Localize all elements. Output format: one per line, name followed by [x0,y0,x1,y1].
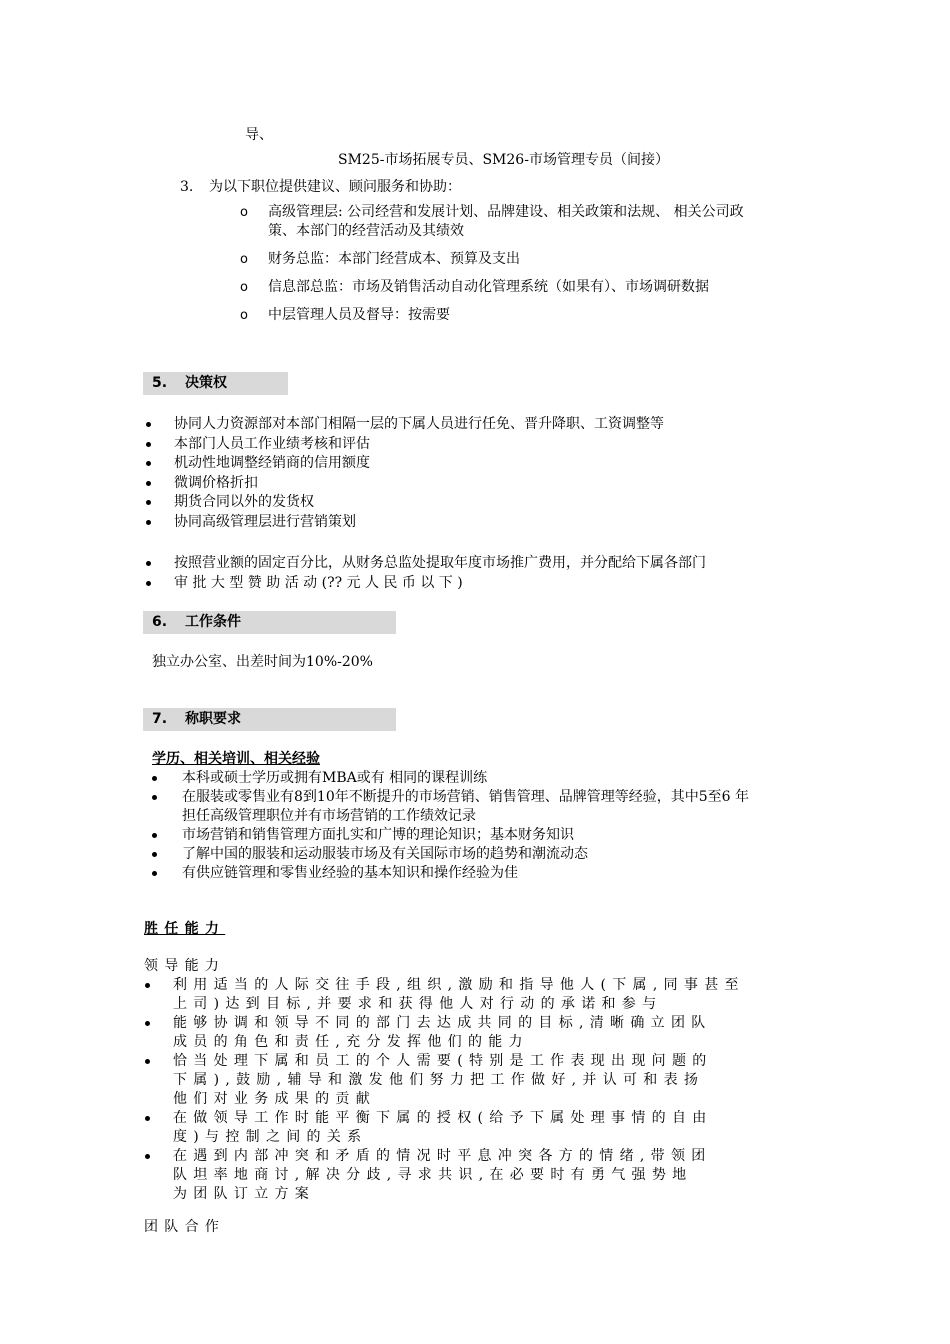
list-item: 在做领导工作时能平衡下属的授权(给予下属处理事情的自由 度)与控制之间的关系 [173,1109,745,1147]
list-item: 有供应链管理和零售业经验的基本知识和操作经验为佳 [182,864,749,883]
list-item: 机动性地调整经销商的信用额度 [174,454,664,474]
list-item: 市场营销和销售管理方面扎实和广博的理论知识；基本财务知识 [182,826,749,845]
decision-rights-list-2 [174,554,706,593]
leadership-title: 领导能力 [144,958,226,974]
list-item: 在遇到内部冲突和矛盾的情况时平息冲突各方的情绪,带领团 队坦率地商讨,解决分歧,寻求共识,在必要时有勇气强势地 为团队订立方案 [173,1147,745,1204]
qualification-list [182,769,749,883]
subordinate-positions-line: SM25-市场拓展专员、SM26-市场管理专员（间接） [338,152,669,168]
advisory-item: o 中层管理人员及督导：按需要 [240,307,450,323]
leadership-list [173,976,745,1204]
section-6-header: 6. 工作条件 [143,611,396,634]
work-conditions-text: 独立办公室、出差时间为10%-20% [152,654,373,670]
list-item: 按照营业额的固定百分比，从财务总监处提取年度市场推广费用，并分配给下属各部门 [174,554,706,574]
o-bullet-icon: o [240,280,248,295]
list-item: 协同人力资源部对本部门相隔一层的下属人员进行任免、晋升降职、工资调整等 [174,415,664,435]
competency-title: 胜任能力 [144,921,226,937]
list-item: 在服装或零售业有8到10年不断提升的市场营销、销售管理、品牌管理等经验，其中5至6 年 担任高级管理职位并有市场营销的工作绩效记录 [182,789,749,824]
decision-rights-list [174,415,664,532]
fragment-text: 导、 [245,127,273,143]
education-subtitle: 学历、相关培训、相关经验 [152,751,320,767]
list-item: 审 批 大 型 赞 助 活 动 (?? 元 人 民 币 以 下 ) [174,574,706,594]
o-bullet-icon: o [240,308,248,323]
list-item: 了解中国的服装和运动服装市场及有关国际市场的趋势和潮流动态 [182,845,749,864]
list-item: 期货合同以外的发货权 [174,493,664,513]
list-item: 本科或硕士学历或拥有MBA或有 相同的课程训练 [182,769,749,788]
advisory-item: o 财务总监：本部门经营成本、预算及支出 [240,251,520,267]
list-item: 本部门人员工作业绩考核和评估 [174,435,664,455]
advisory-item: o 高级管理层: 公司经营和发展计划、品牌建设、相关政策和法规、 相关公司政 策、本部门的经营活动及其绩效 [240,204,744,239]
list-item: 微调价格折扣 [174,474,664,494]
item-3-text: 为以下职位提供建议、顾问服务和协助： [209,179,461,195]
section-5-header: 5. 决策权 [143,372,288,395]
list-item: 能够协调和领导不同的部门去达成共同的目标,清晰确立团队 成员的角色和责任,充分发挥他们的能力 [173,1014,745,1052]
section-7-header: 7. 称职要求 [143,708,396,731]
o-bullet-icon: o [240,252,248,267]
item-3-number: 3. [180,179,194,195]
o-bullet-icon: o [240,205,248,220]
advisory-item: o 信息部总监：市场及销售活动自动化管理系统（如果有）、市场调研数据 [240,279,709,295]
list-item: 协同高级管理层进行营销策划 [174,513,664,533]
list-item: 利用适当的人际交往手段,组织,激励和指导他人(下属,同事甚至 上司)达到目标,并要求和获得他人对行动的承诺和参与 [173,977,745,1012]
advisory-list [240,203,744,334]
teamwork-title: 团队合作 [144,1219,226,1235]
list-item: 恰当处理下属和员工的个人需要(特别是工作表现出现问题的 下属),鼓励,辅导和激发他们努力把工作做好,并认可和表扬 他们对业务成果的贡献 [173,1052,745,1109]
